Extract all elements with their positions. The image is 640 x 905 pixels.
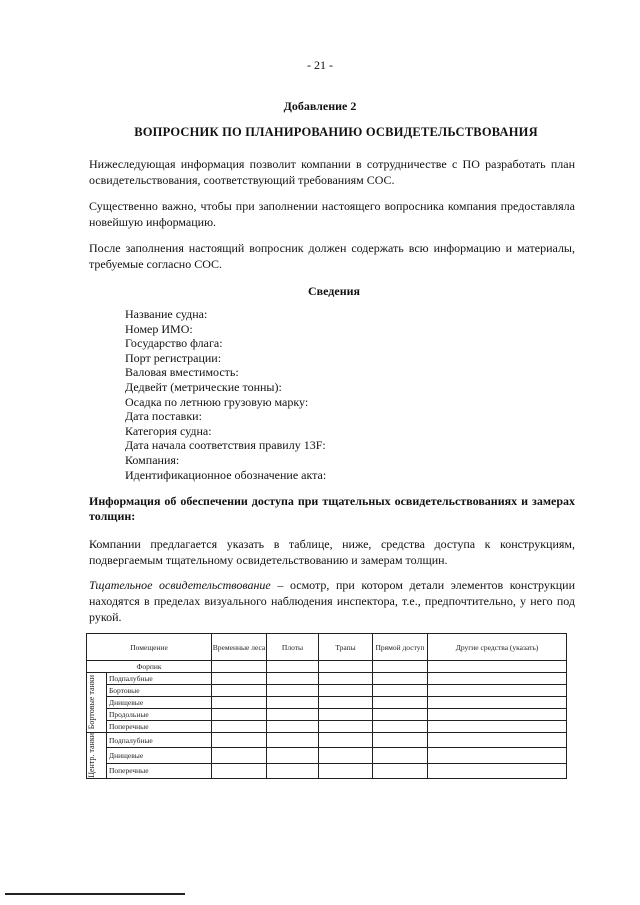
field-ship-category: Категория судна:: [125, 423, 212, 438]
intro-paragraph-2: Существенно важно, чтобы при заполнении настоящего вопросника компания предоставляла новейшую информацию.: [89, 199, 575, 229]
table-cell[interactable]: [428, 721, 567, 733]
table-cell[interactable]: [267, 697, 319, 709]
field-ship-name: Название судна:: [125, 307, 208, 321]
table-cell[interactable]: [319, 697, 373, 709]
table-cell[interactable]: [267, 661, 319, 673]
table-cell[interactable]: [319, 733, 373, 748]
page-number: - 21 -: [307, 58, 333, 72]
table-cell[interactable]: [212, 661, 267, 673]
table-cell[interactable]: [267, 733, 319, 748]
field-company: Компания:: [125, 452, 180, 467]
field-delivery-date: Дата поставки:: [125, 409, 202, 424]
table-cell[interactable]: [373, 721, 428, 733]
field-gross-tonnage: Валовая вместимость:: [125, 365, 239, 380]
row-forepeak: Форпик: [87, 661, 212, 673]
center-tanks-group: [87, 733, 107, 779]
table-cell[interactable]: [373, 661, 428, 673]
table-cell[interactable]: [373, 697, 428, 709]
table-cell[interactable]: [319, 709, 373, 721]
table-cell[interactable]: [267, 673, 319, 685]
field-flag-state: Государство флага:: [125, 336, 223, 351]
intro-paragraph-3: После заполнения настоящий вопросник должен содержать всю информацию и материалы, требуемые согласно СОС.: [89, 241, 575, 271]
table-cell[interactable]: [373, 685, 428, 697]
page-edge-divider: [5, 893, 185, 895]
table-cell[interactable]: [212, 721, 267, 733]
table-cell[interactable]: [267, 709, 319, 721]
header-other-means: Другие средства (указать): [428, 634, 567, 661]
header-space: Помещение: [87, 634, 212, 661]
field-deadweight: Дедвейт (метрические тонны):: [125, 379, 282, 394]
table-cell[interactable]: [212, 748, 267, 763]
ship-info-fields: [125, 307, 326, 482]
document-title: ВОПРОСНИК ПО ПЛАНИРОВАНИЮ ОСВИДЕТЕЛЬСТВОВАНИЯ: [134, 125, 538, 139]
table-cell[interactable]: [267, 748, 319, 763]
table-row: [87, 661, 567, 673]
table-cell[interactable]: [428, 661, 567, 673]
header-ladders: Трапы: [319, 634, 373, 661]
table-cell[interactable]: [319, 661, 373, 673]
table-cell[interactable]: [373, 748, 428, 763]
row-label: Днищевые: [107, 697, 212, 709]
table-cell[interactable]: [212, 685, 267, 697]
row-label: Поперечные: [107, 763, 212, 778]
table-cell[interactable]: [428, 673, 567, 685]
table-row: [87, 763, 567, 778]
field-port-of-registry: Порт регистрации:: [125, 350, 222, 365]
table-cell[interactable]: [428, 763, 567, 778]
info-heading: Сведения: [307, 284, 361, 298]
row-label: Подпалубные: [107, 673, 212, 685]
table-row: [87, 721, 567, 733]
table-cell[interactable]: [212, 697, 267, 709]
table-cell[interactable]: [373, 763, 428, 778]
field-imo-number: Номер ИМО:: [125, 321, 193, 336]
header-rafts: Плоты: [267, 634, 319, 661]
table-cell[interactable]: [319, 685, 373, 697]
table-cell[interactable]: [267, 685, 319, 697]
table-cell[interactable]: [212, 733, 267, 748]
appendix-title: Добавление 2: [283, 99, 357, 113]
row-label: Продольные: [107, 709, 212, 721]
row-label: Бортовые: [107, 685, 212, 697]
table-cell[interactable]: [428, 709, 567, 721]
table-cell[interactable]: [267, 763, 319, 778]
access-section-heading: Информация об обеспечении доступа при тщательных освидетельствованиях и замерах толщин:: [89, 494, 575, 523]
close-survey-definition: [89, 577, 575, 625]
table-header-row: [87, 634, 567, 661]
table-cell[interactable]: [212, 763, 267, 778]
table-cell[interactable]: [267, 721, 319, 733]
table-cell[interactable]: [373, 709, 428, 721]
table-cell[interactable]: [428, 685, 567, 697]
wing-tanks-group: [87, 673, 107, 733]
table-row: [87, 697, 567, 709]
table-cell[interactable]: [319, 748, 373, 763]
row-label: Днищевые: [107, 748, 212, 763]
access-means-table: [86, 633, 567, 779]
table-cell[interactable]: [373, 673, 428, 685]
intro-paragraph-1: Нижеследующая информация позволит компании в сотрудничестве с ПО разработать план освидетельствования, соответствующий требованиям СОС.: [89, 157, 575, 187]
definition-text: – осмотр, при котором детали элементов конструкции находятся в пределах визуального наблюдения инспектора, т.е., предпочтительно, у него под рукой.: [89, 578, 575, 624]
table-cell[interactable]: [319, 673, 373, 685]
field-certificate-id: Идентификационное обозначение акта:: [125, 467, 327, 482]
header-scaffolding: Временные леса: [212, 634, 267, 661]
table-row: [87, 709, 567, 721]
table-cell[interactable]: [428, 733, 567, 748]
table-row: [87, 733, 567, 748]
access-section-paragraph: Компании предлагается указать в таблице, ниже, средства доступа к конструкциям, подвергаемым тщательному освидетельствованию и замерам толщин.: [89, 537, 575, 567]
header-direct-access: Прямой доступ: [373, 634, 428, 661]
table-cell[interactable]: [428, 748, 567, 763]
table-row: [87, 685, 567, 697]
table-cell[interactable]: [212, 673, 267, 685]
table-cell[interactable]: [319, 763, 373, 778]
table-cell[interactable]: [319, 721, 373, 733]
wing-tanks-label: Бортовые танки: [87, 675, 96, 730]
table-cell[interactable]: [428, 697, 567, 709]
row-label: Поперечные: [107, 721, 212, 733]
definition-term: Тщательное освидетельствование: [89, 578, 271, 592]
table-row: [87, 673, 567, 685]
table-cell[interactable]: [373, 733, 428, 748]
row-label: Подпалубные: [107, 733, 212, 748]
table-cell[interactable]: [212, 709, 267, 721]
field-summer-draught: Осадка по летнюю грузовую марку:: [125, 394, 309, 409]
center-tanks-label: Центр. танки: [87, 733, 96, 778]
field-13f-date: Дата начала соответствия правилу 13F:: [125, 438, 326, 453]
table-row: [87, 748, 567, 763]
